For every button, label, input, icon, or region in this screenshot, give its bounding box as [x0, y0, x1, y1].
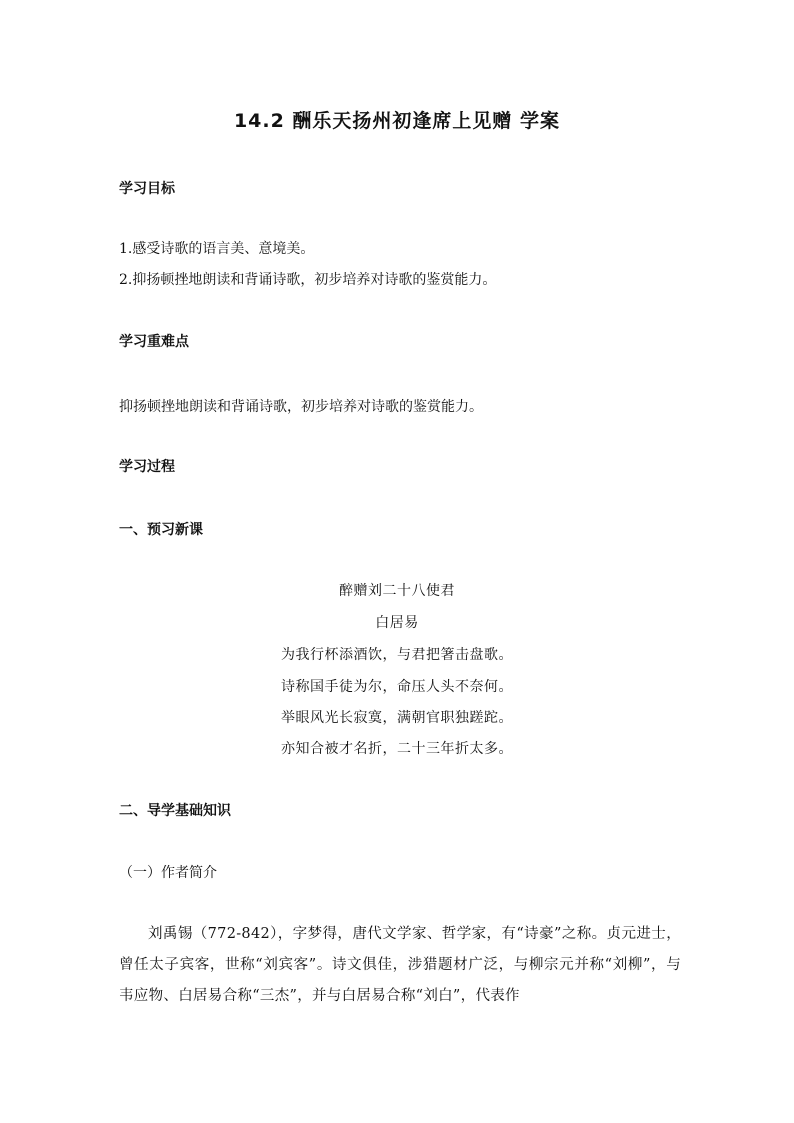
poem-author: 白居易 — [375, 615, 419, 631]
author-intro-text: 刘禹锡（772-842），字梦得，唐代文学家、哲学家，有“诗豪”之称。贞元进士，曾任太子宾客，世称“刘宾客”。诗文俱佳，涉猎题材广泛，与柳宗元并称“刘柳”，与韦应物、白居易合称“三杰”，并与白居易合称“刘白”，代表作 — [119, 926, 681, 1004]
poem-line-2: 诗称国手徒为尔，命压人头不奈何。 — [281, 679, 513, 695]
poem-line-1: 为我行杯添酒饮，与君把箸击盘歌。 — [281, 647, 513, 663]
key-points-heading: 学习重难点 — [119, 334, 189, 350]
poem-line-4: 亦知合被才名折，二十三年折太多。 — [281, 741, 513, 757]
goal-item-2: 2.抑扬顿挫地朗读和背诵诗歌，初步培养对诗歌的鉴赏能力。 — [119, 272, 497, 288]
part1-heading: 一、预习新课 — [119, 522, 203, 538]
poem-line-3: 举眼风光长寂寞，满朝官职独蹉跎。 — [281, 710, 513, 726]
poem-title: 醉赠刘二十八使君 — [339, 583, 455, 599]
part2-heading: 二、导学基础知识 — [119, 803, 231, 819]
key-points-text: 抑扬顿挫地朗读和背诵诗歌，初步培养对诗歌的鉴赏能力。 — [119, 399, 483, 415]
process-heading: 学习过程 — [119, 459, 175, 475]
author-intro-heading: （一）作者简介 — [119, 865, 217, 881]
goals-heading: 学习目标 — [119, 181, 175, 197]
page-title: 14.2 酬乐天扬州初逢席上见赠 学案 — [233, 110, 561, 132]
goal-item-1: 1.感受诗歌的语言美、意境美。 — [119, 241, 315, 257]
